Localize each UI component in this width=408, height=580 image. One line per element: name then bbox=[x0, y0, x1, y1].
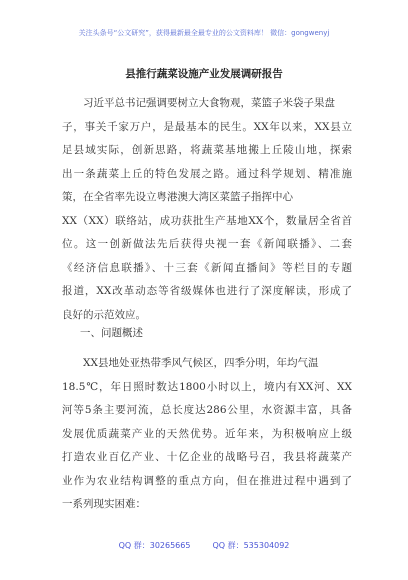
paragraph-line: 18.5℃，年日照时数达1800小时以上，境内有XX河、XX bbox=[62, 380, 352, 393]
paragraph-line: 一系列现实困难： bbox=[62, 498, 146, 510]
footer-contact bbox=[0, 540, 408, 551]
paragraph-line: 位。这一创新做法先后获得央视一套《新闻联播》、二套 bbox=[62, 238, 352, 250]
paragraph-line: 河等5条主要河流，总长度达286公里，水资源丰富，具备 bbox=[62, 404, 352, 416]
paragraph-line: 良好的示范效应。 bbox=[62, 308, 146, 321]
section-heading: 一、问题概述 bbox=[80, 327, 143, 339]
paragraph-line: 子，事关千家万户，是最基本的民生。XX年以来，XX县立 bbox=[62, 120, 352, 133]
paragraph-line: XX县地处亚热带季风气候区，四季分明，年均气温 bbox=[83, 357, 319, 369]
paragraph-line: 业作为农业结构调整的重点方向，但在推进过程中遇到了 bbox=[62, 474, 352, 487]
paragraph-problem-overview bbox=[62, 352, 352, 517]
paragraph-intro bbox=[62, 92, 352, 327]
header-banner: 关注头条号“公文研究”，获得最新最全最专业的公文资料库！ 微信：gongwenyj bbox=[78, 29, 330, 37]
paragraph-line: 《经济信息联播》、十三套《新闻直播间》等栏目的专题 bbox=[62, 261, 352, 274]
paragraph-line: 报道，XX改革动态等省级媒体也进行了深度解读，形成了 bbox=[62, 285, 352, 297]
document-title: 县推行蔬菜设施产业发展调研报告 bbox=[125, 68, 283, 80]
footer-qq-group-right: QQ 群：535304092 bbox=[212, 541, 290, 550]
paragraph-line: 足县域实际，创新思路，将蔬菜基地搬上丘陵山地，探索 bbox=[62, 144, 352, 156]
paragraph-line: 策，在全省率先设立粤港澳大湾区菜篮子指挥中心 bbox=[62, 191, 293, 203]
footer-qq-group-left: QQ 群：30265665 bbox=[118, 541, 191, 550]
paragraph-line: 打造农业百亿产业、十亿企业的战略号召，我县将蔬菜产 bbox=[62, 451, 352, 463]
paragraph-line: 习近平总书记强调要树立大食物观，菜篮子米袋子果盘 bbox=[83, 97, 335, 109]
paragraph-line: 出一条蔬菜上丘的特色发展之路。通过科学规划、精准施 bbox=[62, 167, 352, 180]
paragraph-line: XX（XX）联络站，成功获批生产基地XX个，数量居全省首 bbox=[62, 214, 352, 227]
paragraph-line: 发展优质蔬菜产业的天然优势。近年来，为积极响应上级 bbox=[62, 427, 352, 440]
